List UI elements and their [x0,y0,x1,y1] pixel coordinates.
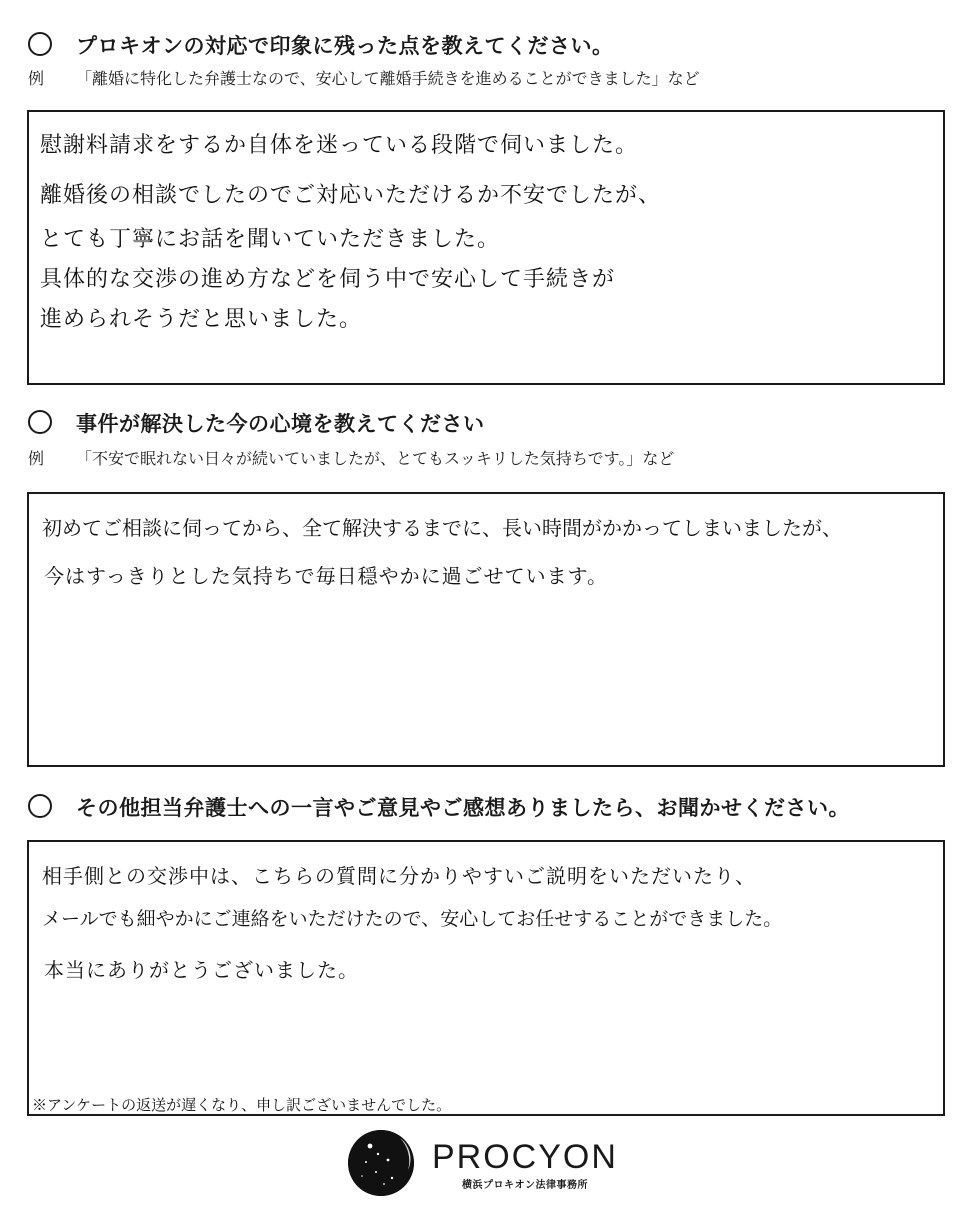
star-field-icon [348,1130,414,1196]
circle-bullet-icon [28,794,52,818]
answer-1-line-5: 進められそうだと思いました。 [40,307,363,332]
question-2-text: 事件が解決した今の心境を教えてください [76,412,485,436]
question-3-text: その他担当弁護士への一言やご意見やご感想ありましたら、お聞かせください。 [76,796,850,820]
circle-bullet-icon [28,32,52,56]
answer-1-line-2: 離婚後の相談でしたのでご対応いただけるか不安でしたが、 [40,183,662,208]
example-1-text: 「離婚に特化した弁護士なので、安心して離婚手続きを進めることができました」など [76,69,700,88]
question-2 [28,408,485,438]
example-2-label: 例 [28,449,45,468]
example-1 [28,66,700,89]
answer-2-line-2: 今はすっきりとした気持ちで毎日穏やかに過ごせています。 [44,564,608,588]
example-2 [28,446,674,469]
question-1-text: プロキオンの対応で印象に残った点を教えてください。 [76,34,614,58]
question-1 [28,30,614,60]
answer-3-line-2: メールでも細やかにご連絡をいただけたので、安心してお任せすることができました。 [42,908,783,930]
apology-note: ※アンケートの返送が遅くなり、申し訳ございませんでした。 [32,1096,452,1114]
answer-3-line-3: 本当にありがとうございました。 [44,958,359,982]
logo-name: PROCYON [432,1138,618,1176]
answer-1-line-4: 具体的な交渉の進め方などを伺う中で安心して手続きが [40,267,616,292]
question-3 [28,792,850,822]
logo-subtitle: 横浜プロキオン法律事務所 [462,1180,588,1191]
procyon-logo [348,1130,648,1196]
example-1-label: 例 [28,69,45,88]
procyon-star-icon [348,1130,414,1196]
circle-bullet-icon [28,410,52,434]
answer-1-line-1: 慰謝料請求をするか自体を迷っている段階で伺いました。 [40,133,639,158]
answer-3-line-1: 相手側との交渉中は、こちらの質問に分かりやすいご説明をいただいたり、 [42,864,756,888]
example-2-text: 「不安で眠れない日々が続いていましたが、とてもスッキリした気持ちです。」など [76,449,675,468]
answer-1-line-3: とても丁寧にお話を聞いていただきました。 [40,227,501,252]
answer-2-line-1: 初めてご相談に伺ってから、全て解決するまでに、長い時間がかかってしまいましたが、 [42,516,842,540]
